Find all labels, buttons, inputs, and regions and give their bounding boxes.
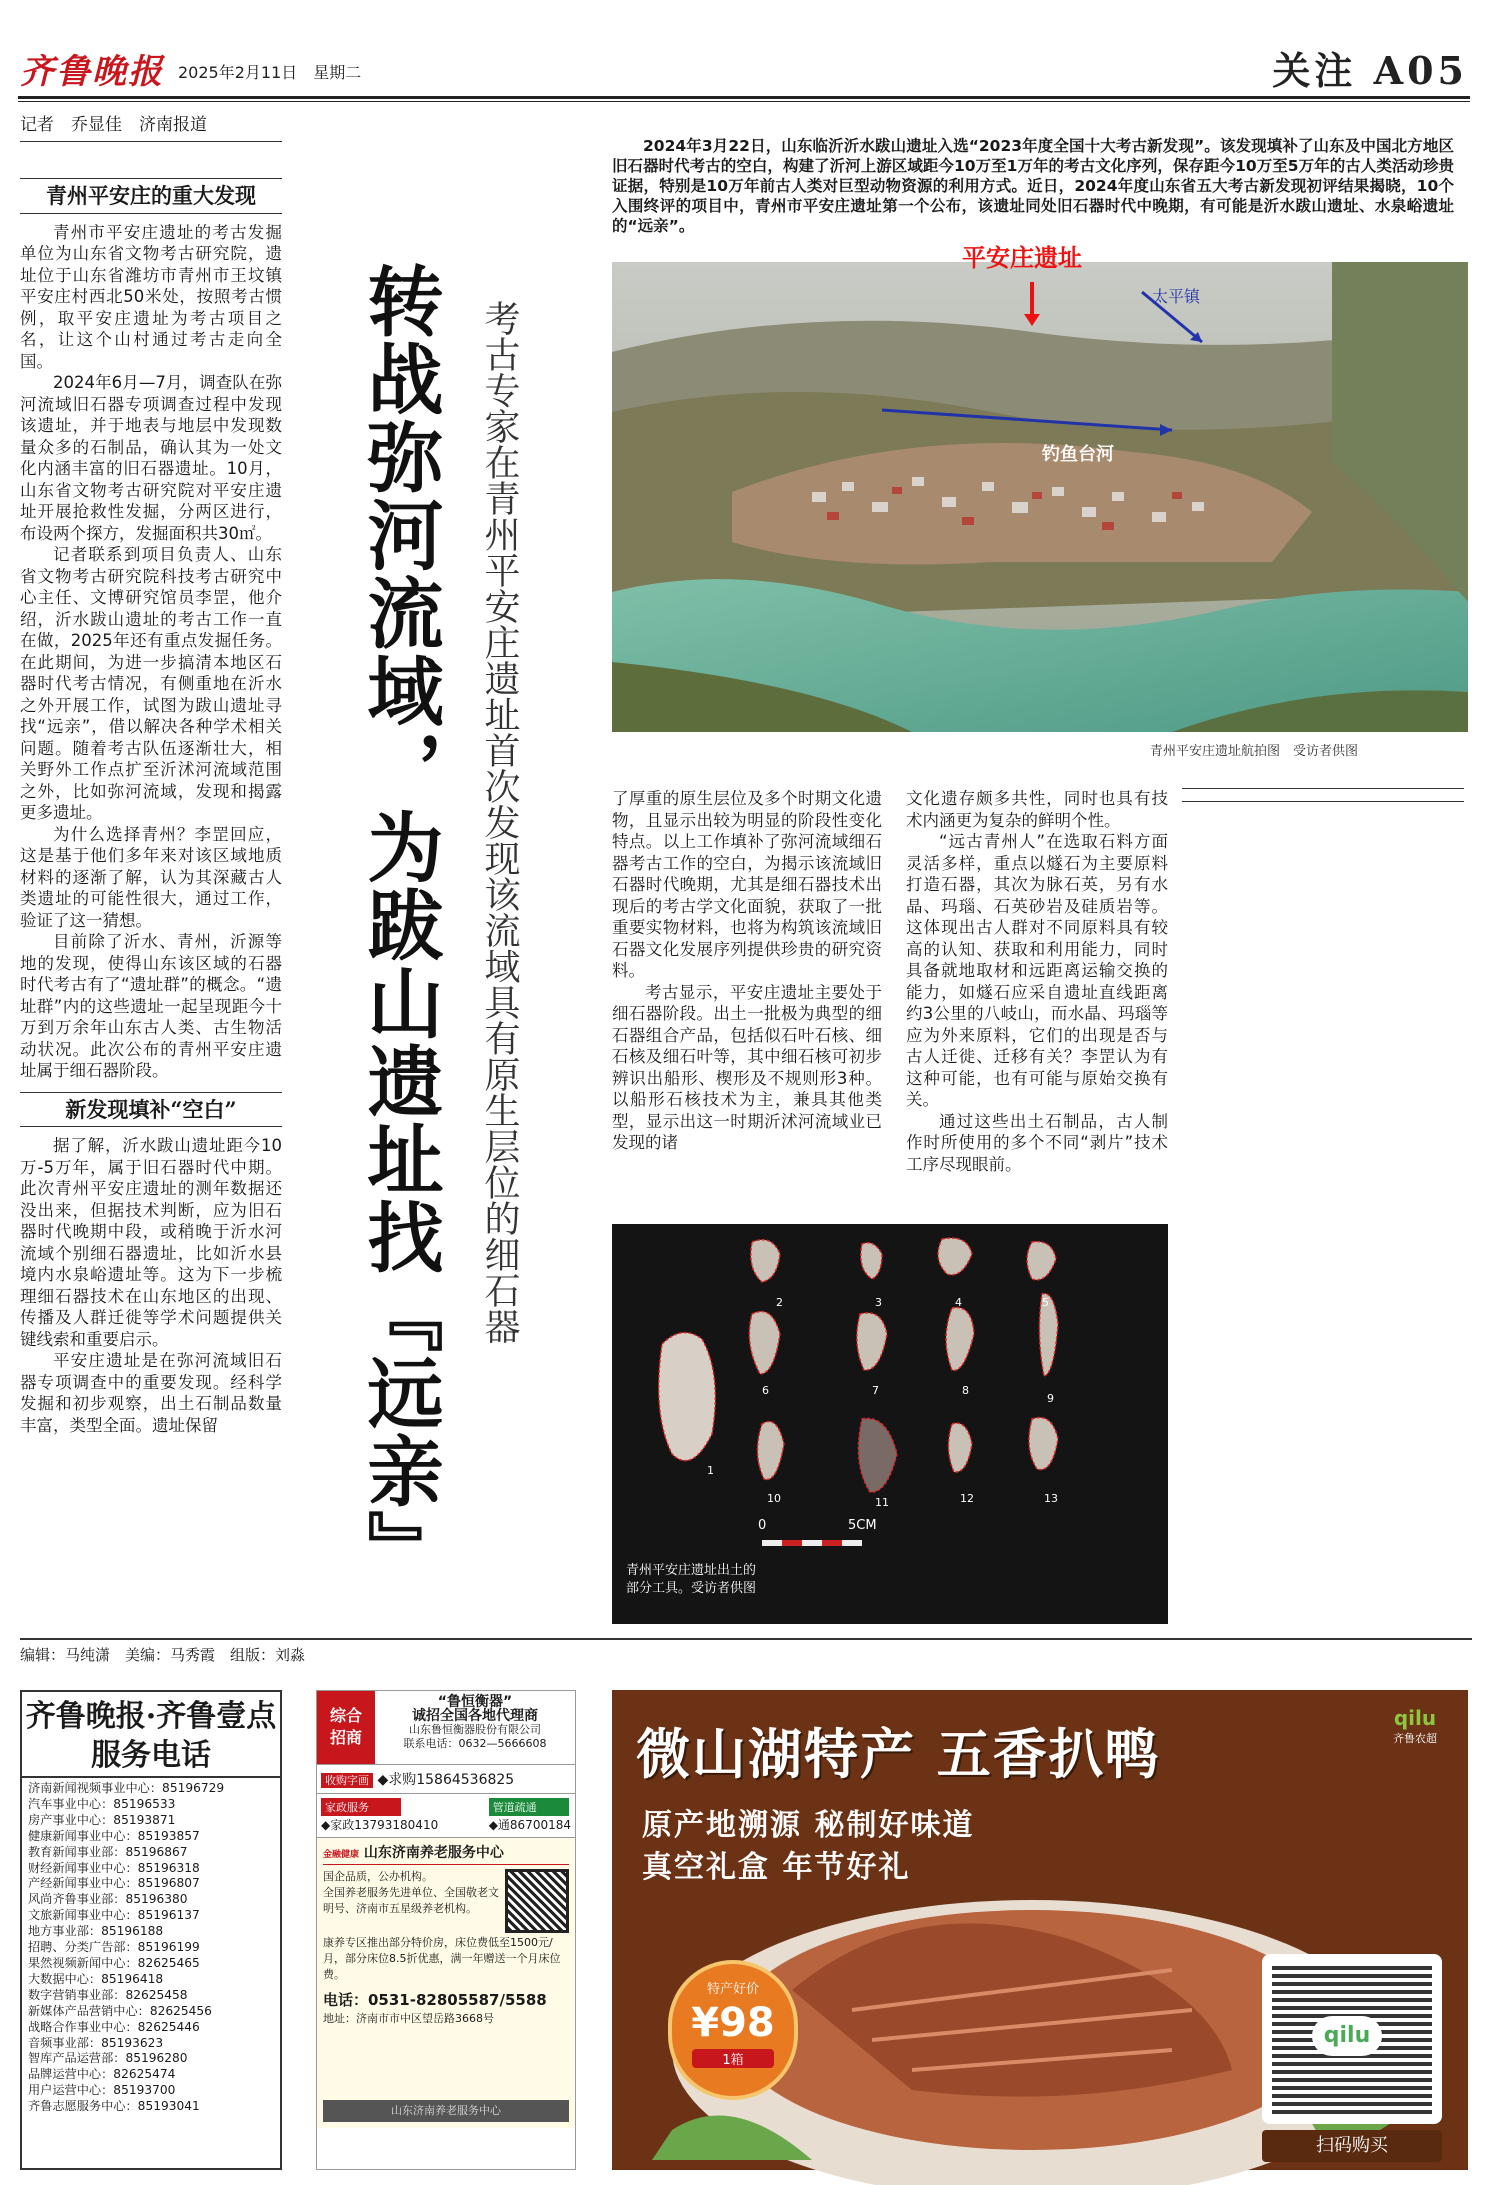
company-name: 山东鲁恒衡器股份有限公司 xyxy=(409,1723,541,1736)
middle-column-2 xyxy=(906,788,1168,1175)
service-phone-line: 教育新闻事业部：85196867 xyxy=(28,1844,188,1859)
editor-credits: 编辑：马纯潇 美编：马秀霞 组版：刘淼 xyxy=(20,1638,1472,1665)
paragraph: 2024年6月—7月，调查队在弥河流域旧石器专项调查过程中发现该遗址，并于地表与地层中发现数量众多的石制品，确认其为一处文化内涵丰富的旧石器遗址。10月，山东省文物考古研究院对平安庄遗址开展抢救性发掘，分两区进行，布设两个探方，发掘面积共30㎡。 xyxy=(20,373,282,543)
tool-number-label: 10 xyxy=(767,1492,781,1505)
tool-number-label: 3 xyxy=(875,1296,882,1309)
duck-product-ad xyxy=(612,1690,1468,2170)
elder-item: 全国养老服务先进单位、全国敬老文明号、济南市五星级养老机构。 xyxy=(323,1886,499,1915)
header-rule-thin xyxy=(18,101,1470,102)
scale-zero: 0 xyxy=(758,1518,767,1533)
elder-phone: 电话：0531-82805587/5588 xyxy=(323,1991,547,2009)
paragraph: 平安庄遗址是在弥河流域旧石器专项调查中的重要发现。经科学发掘和初步观察，出土石制品数量丰富，类型全面。遗址保留 xyxy=(20,1351,282,1435)
right-column xyxy=(1182,788,1464,810)
scan-button[interactable]: 扫码购买 xyxy=(1262,2130,1442,2162)
section-label: 关注 A05 xyxy=(1272,48,1468,93)
company-phone: 联系电话：0632—5666608 xyxy=(403,1737,547,1750)
service-phone-line: 数字营销事业部：82625458 xyxy=(28,1987,188,2002)
elder-brand: 金融健康 xyxy=(323,1850,360,1860)
service-phone-line: 智库产品运营部：85196280 xyxy=(28,2051,188,2066)
qr-code-icon[interactable] xyxy=(1262,1954,1442,2124)
aerial-photo xyxy=(612,244,1468,732)
tool-number-label: 5 xyxy=(1042,1296,1049,1309)
pipe-phone: ◆通86700184 xyxy=(488,1818,571,1832)
elder-title: 山东济南养老服务中心 xyxy=(363,1845,504,1861)
issue-date: 2025年2月11日 星期二 xyxy=(178,63,362,82)
middle-column-1 xyxy=(612,788,882,1154)
paragraph: 文化遗存颇多共性，同时也具有技术内涵更为复杂的鲜明个性。 xyxy=(906,789,1168,830)
duck-ad-line1: 原产地溯源 秘制好味道 xyxy=(642,1808,975,1843)
masthead-logo: 齐鲁晚报 xyxy=(20,52,164,92)
tool-number-label: 11 xyxy=(875,1496,889,1509)
brand-name: qilu xyxy=(1393,1706,1437,1730)
tool-number-label: 7 xyxy=(872,1384,879,1397)
price-value: ¥98 xyxy=(691,2000,775,2046)
service-phone-ad xyxy=(20,1690,282,2170)
aerial-caption: 青州平安庄遗址航拍图 受访者供图 xyxy=(1150,744,1359,759)
duck-ad-title: 微山湖特产 五香扒鸭 xyxy=(636,1722,1161,1786)
service-phone-line: 财经新闻事业中心：85196318 xyxy=(28,1860,200,1875)
stone-tools-photo xyxy=(612,1224,1168,1624)
subheading-2: 新发现填补“空白” xyxy=(20,1092,282,1128)
service-phone-list xyxy=(22,1778,280,2118)
tool-number-label: 6 xyxy=(762,1384,769,1397)
subheading-3 xyxy=(1182,788,1464,802)
byline: 记者 乔显佳 济南报道 xyxy=(20,110,282,142)
river-label: 钓鱼台河 xyxy=(1042,444,1114,465)
paragraph: 考古显示，平安庄遗址主要处于细石器阶段。出土一批极为典型的细石器组合产品，包括似石叶石核、细石核及细石叶等，其中细石核可初步辨识出船形、楔形及不规则形3种。以船形石核技术为主，兼具其他类型，显示出这一时期沂沭河流域业已发现的诸 xyxy=(612,982,882,1152)
qr-code-icon xyxy=(505,1869,569,1933)
ad-tag: 综合招商 xyxy=(317,1691,375,1764)
tool-number-label: 2 xyxy=(776,1296,783,1309)
service-phone-line: 济南新闻视频事业中心：85196729 xyxy=(28,1781,225,1795)
paragraph: 目前除了沂水、青州，沂源等地的发现，使得山东该区域的石器时代考古有了“遗址群”的概念。“遗址群”内的这些遗址一起呈现距今十万到万余年山东古人类、古生物活动状况。此次公布的青州平安庄遗址属于细石器阶段。 xyxy=(20,932,282,1080)
service-phone-line: 音频事业部：85193623 xyxy=(28,2035,164,2050)
service-phone-line: 果然视频新闻中心：82625465 xyxy=(28,1955,200,1970)
price-badge xyxy=(668,1960,798,2100)
site-label: 平安庄遗址 xyxy=(962,244,1082,272)
service-ad-title: 齐鲁晚报·齐鲁壹点 xyxy=(25,1699,277,1734)
tool-number-label: 12 xyxy=(960,1492,974,1505)
brand-subtitle: 齐鲁农超 xyxy=(1393,1732,1437,1745)
header-rule xyxy=(18,96,1470,99)
tool-number-label: 8 xyxy=(962,1384,969,1397)
tool-number-label: 1 xyxy=(707,1464,714,1477)
pipe-label: 管道疏通 xyxy=(489,1798,569,1816)
elder-item: 国企品质，公办机构。 xyxy=(323,1870,433,1883)
house-phone: ◆家政13793180410 xyxy=(321,1818,439,1832)
service-phone-line: 健康新闻事业中心：85193857 xyxy=(28,1828,200,1843)
page-header xyxy=(0,0,1488,118)
sub-headline: 考古专家在青州平安庄遗址首次发现该流域具有原生层位的细石器 xyxy=(479,300,520,1344)
service-phone-line: 战略合作事业中心：82625446 xyxy=(28,2019,200,2034)
service-phone-line: 齐鲁志愿服务中心：85193041 xyxy=(28,2099,200,2114)
paragraph: “远古青州人”在选取石料方面灵活多样，重点以燧石为主要原料打造石器，其次为脉石英，另有水晶、玛瑙、石英砂岩及硅质岩等。这体现出古人群对不同原料具有较高的认知、获取和利用能力，同时具备就地取材和远距离运输交换的能力，如燧石应采自遗址直线距离约3公里的八岐山，而水晶、玛瑙等应为外来原料，它们的出现是否与古人迁徙、迁移有关？李罡认为有这种可能，也有可能与原始交换有关。 xyxy=(906,832,1168,1109)
tool-number-label: 4 xyxy=(955,1296,962,1309)
company-slogan: 诚招全国各地代理商 xyxy=(412,1708,538,1724)
scale-five: 5CM xyxy=(848,1518,877,1533)
lead-text: 2024年3月22日，山东临沂沂水跋山遗址入选“2023年度全国十大考古新发现”。该发现填补了山东及中国北方地区旧石器时代考古的空白，构建了沂河上游区域距今10万至1万年的考古文化序列，保存距今10万至5万年的古人类活动珍贵证据，特别是10万年前古人类对巨型动物资源的利用方式。近日，2024年度山东省五大考古新发现初评结果揭晓，10个入围终评的项目中，青州市平安庄遗址第一个公布，该遗址同处旧石器时代中晚期，有可能是沂水跋山遗址、水泉峪遗址的“远亲”。 xyxy=(612,137,1454,235)
lead-paragraph xyxy=(612,136,1454,236)
house-label: 家政服务 xyxy=(321,1798,401,1816)
tool-number-label: 13 xyxy=(1044,1492,1058,1505)
company-title: “鲁恒衡器” xyxy=(437,1694,513,1710)
price-unit: 1箱 xyxy=(692,2049,774,2068)
qr-brand: qilu xyxy=(1312,2016,1382,2056)
paragraph: 记者联系到项目负责人、山东省文物考古研究院科技考古研究中心主任、文博研究馆员李罡，他介绍，沂水跋山遗址的考古工作一直在做，2025年还有重点发掘任务。在此期间，为进一步搞清本地区石器时代考古情况，有侧重地在沂水之外开展工作，试图为跋山遗址寻找“远亲”，借以解决各种学术相关问题。随着考古队伍逐渐壮大，相关野外工作点扩至沂沭河流域范围之外，比如弥河流域，发现和揭露更多遗址。 xyxy=(20,545,282,822)
service-phone-line: 品牌运营中心：82625474 xyxy=(28,2067,176,2082)
service-phone-line: 招聘、分类广告部：85196199 xyxy=(28,1940,200,1955)
service-phone-line: 文旅新闻事业中心：85196137 xyxy=(28,1908,200,1923)
subheading-1: 青州平安庄的重大发现 xyxy=(20,178,282,214)
elder-address: 地址：济南市市中区望岳路3668号 xyxy=(323,2012,494,2025)
brand-logo xyxy=(1380,1706,1450,1746)
paragraph: 青州市平安庄遗址的考古发掘单位为山东省文物考古研究院，遗址位于山东省潍坊市青州市王坟镇平安庄村西北50米处，按照考古惯例，取平安庄遗址为考古项目之名，让这个山村通过考古走向全国。 xyxy=(20,222,282,371)
service-phone-line: 汽车事业中心：85196533 xyxy=(28,1796,176,1811)
service-phone-line: 产经新闻事业中心：85196807 xyxy=(28,1876,200,1891)
elder-footer-banner: 山东济南养老服务中心 xyxy=(323,2100,569,2122)
service-phone-line: 新媒体产品营销中心：82625456 xyxy=(28,2003,212,2018)
service-phone-line: 房产事业中心：85193871 xyxy=(28,1812,176,1827)
tool-number-label: 9 xyxy=(1047,1392,1054,1405)
paragraph: 据了解，沂水跋山遗址距今10万-5万年，属于旧石器时代中期。此次青州平安庄遗址的测年数据还没出来，但据技术判断，应为旧石器时代晚期中段，或稍晚于沂水河流域个别细石器遗址，比如沂水县境内水泉峪遗址等。这为下一步梳理细石器技术在山东地区的出现、传播及人群迁徙等学术问题提供关键线索和重要启示。 xyxy=(20,1136,282,1349)
town-label: 太平镇 xyxy=(1152,287,1201,306)
service-ad-subtitle: 服务电话 xyxy=(22,1736,280,1778)
headline: 转战弥河流域，为跋山遗址找『远亲』 xyxy=(355,262,444,1588)
classified-ad xyxy=(316,1690,576,2170)
paragraph: 为什么选择青州？李罡回应，这是基于他们多年来对该区域地质材料的逐渐了解，认为其深藏古人类遗址的可能性很大，通过工作，验证了这一猜想。 xyxy=(20,824,282,930)
elder-item: 康养专区推出部分特价房，床位费低至1500元/月，部分床位8.5折优惠，满一年赠送一个月床位费。 xyxy=(323,1936,561,1981)
service-phone-line: 风尚齐鲁事业部：85196380 xyxy=(28,1892,188,1907)
buy-label: 收购字画 xyxy=(321,1773,373,1788)
paragraph: 通过这些出土石制品，古人制作时所使用的多个不同“剥片”技术工序尽现眼前。 xyxy=(906,1111,1168,1174)
service-phone-line: 大数据中心：85196418 xyxy=(28,1971,164,1986)
buy-phone: ◆求购15864536825 xyxy=(377,1772,515,1788)
paragraph: 了厚重的原生层位及多个时期文化遗物，且显示出较为明显的阶段性变化特点。以上工作填补了弥河流域细石器考古工作的空白，为揭示该流域旧石器时代晚期，尤其是细石器技术出现后的考古学文化面貌，获取了一批重要实物材料，也将为构筑该流域旧石器文化发展序列提供珍贵的研究资料。 xyxy=(612,789,882,980)
service-phone-line: 地方事业部：85196188 xyxy=(28,1924,164,1939)
badge-label: 特产好价 xyxy=(706,1982,759,1997)
left-column xyxy=(20,178,282,1618)
service-phone-line: 用户运营中心：85193700 xyxy=(28,2083,176,2098)
duck-ad-line2: 真空礼盒 年节好礼 xyxy=(642,1850,911,1885)
tools-caption: 青州平安庄遗址出土的部分工具。受访者供图 xyxy=(626,1563,757,1596)
